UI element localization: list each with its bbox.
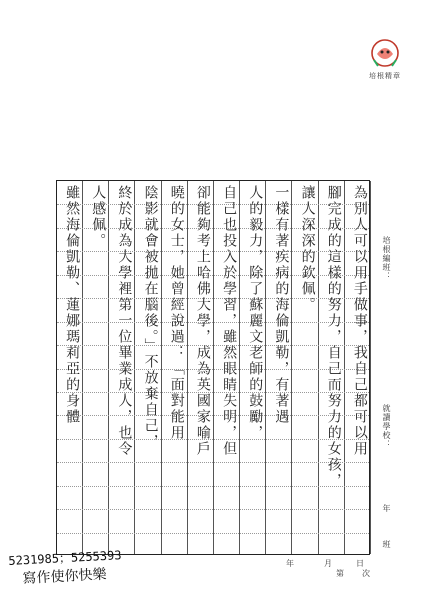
grading-stamp: [360, 36, 410, 102]
essay-column-text: 曉的女士，她曾經說過：「面對能用: [168, 185, 185, 441]
day-label: 日: [356, 559, 364, 568]
stamp-label: 培根精章: [369, 72, 401, 80]
essay-column-text: 卻能夠考上哈佛大學，成為英國家喻戶: [194, 185, 211, 457]
number-label: 第: [336, 569, 344, 578]
essay-column-text: 人感佩。: [90, 185, 107, 249]
essay-column-text: 為別人可以用手做事，我自己都可以用: [351, 185, 368, 457]
essay-column-text: 讓人深深的欽佩。: [299, 185, 316, 313]
essay-column-text: 雖然海倫凱勒、蓮娜瑪莉亞的身體: [64, 185, 81, 425]
essay-column-text: 腳完成的這樣的努力，自己而努力的女孩，: [325, 185, 342, 489]
essay-column-text: 一樣有著疾病的海倫凱勒，有著遇: [273, 185, 290, 425]
writing-grid: [56, 180, 370, 555]
times-label: 次: [362, 569, 370, 578]
year-label: 年: [286, 559, 294, 568]
stamp-icon: [368, 36, 402, 70]
grade-label: 年: [382, 504, 391, 513]
class-suffix-label: 班: [382, 540, 391, 549]
essay-column-text: 終於成為大學裡第一位畢業成人，也令: [116, 185, 133, 457]
handwritten-code: 5231985；5255393: [8, 548, 122, 568]
essay-column-text: 陰影就會被拋在腦後。」不放棄自己，: [142, 185, 159, 450]
school-field-label: 就讀學校：: [382, 404, 391, 449]
essay-column-text: 人的毅力，除了蘇麗文老師的鼓勵，: [247, 185, 264, 441]
month-label: 月: [324, 559, 332, 568]
slogan: 寫作使你快樂: [22, 566, 107, 587]
class-field-label: 培根編班：: [382, 236, 391, 281]
essay-column-text: 自己也投入於學習，雖然眼睛失明，但: [221, 185, 238, 457]
